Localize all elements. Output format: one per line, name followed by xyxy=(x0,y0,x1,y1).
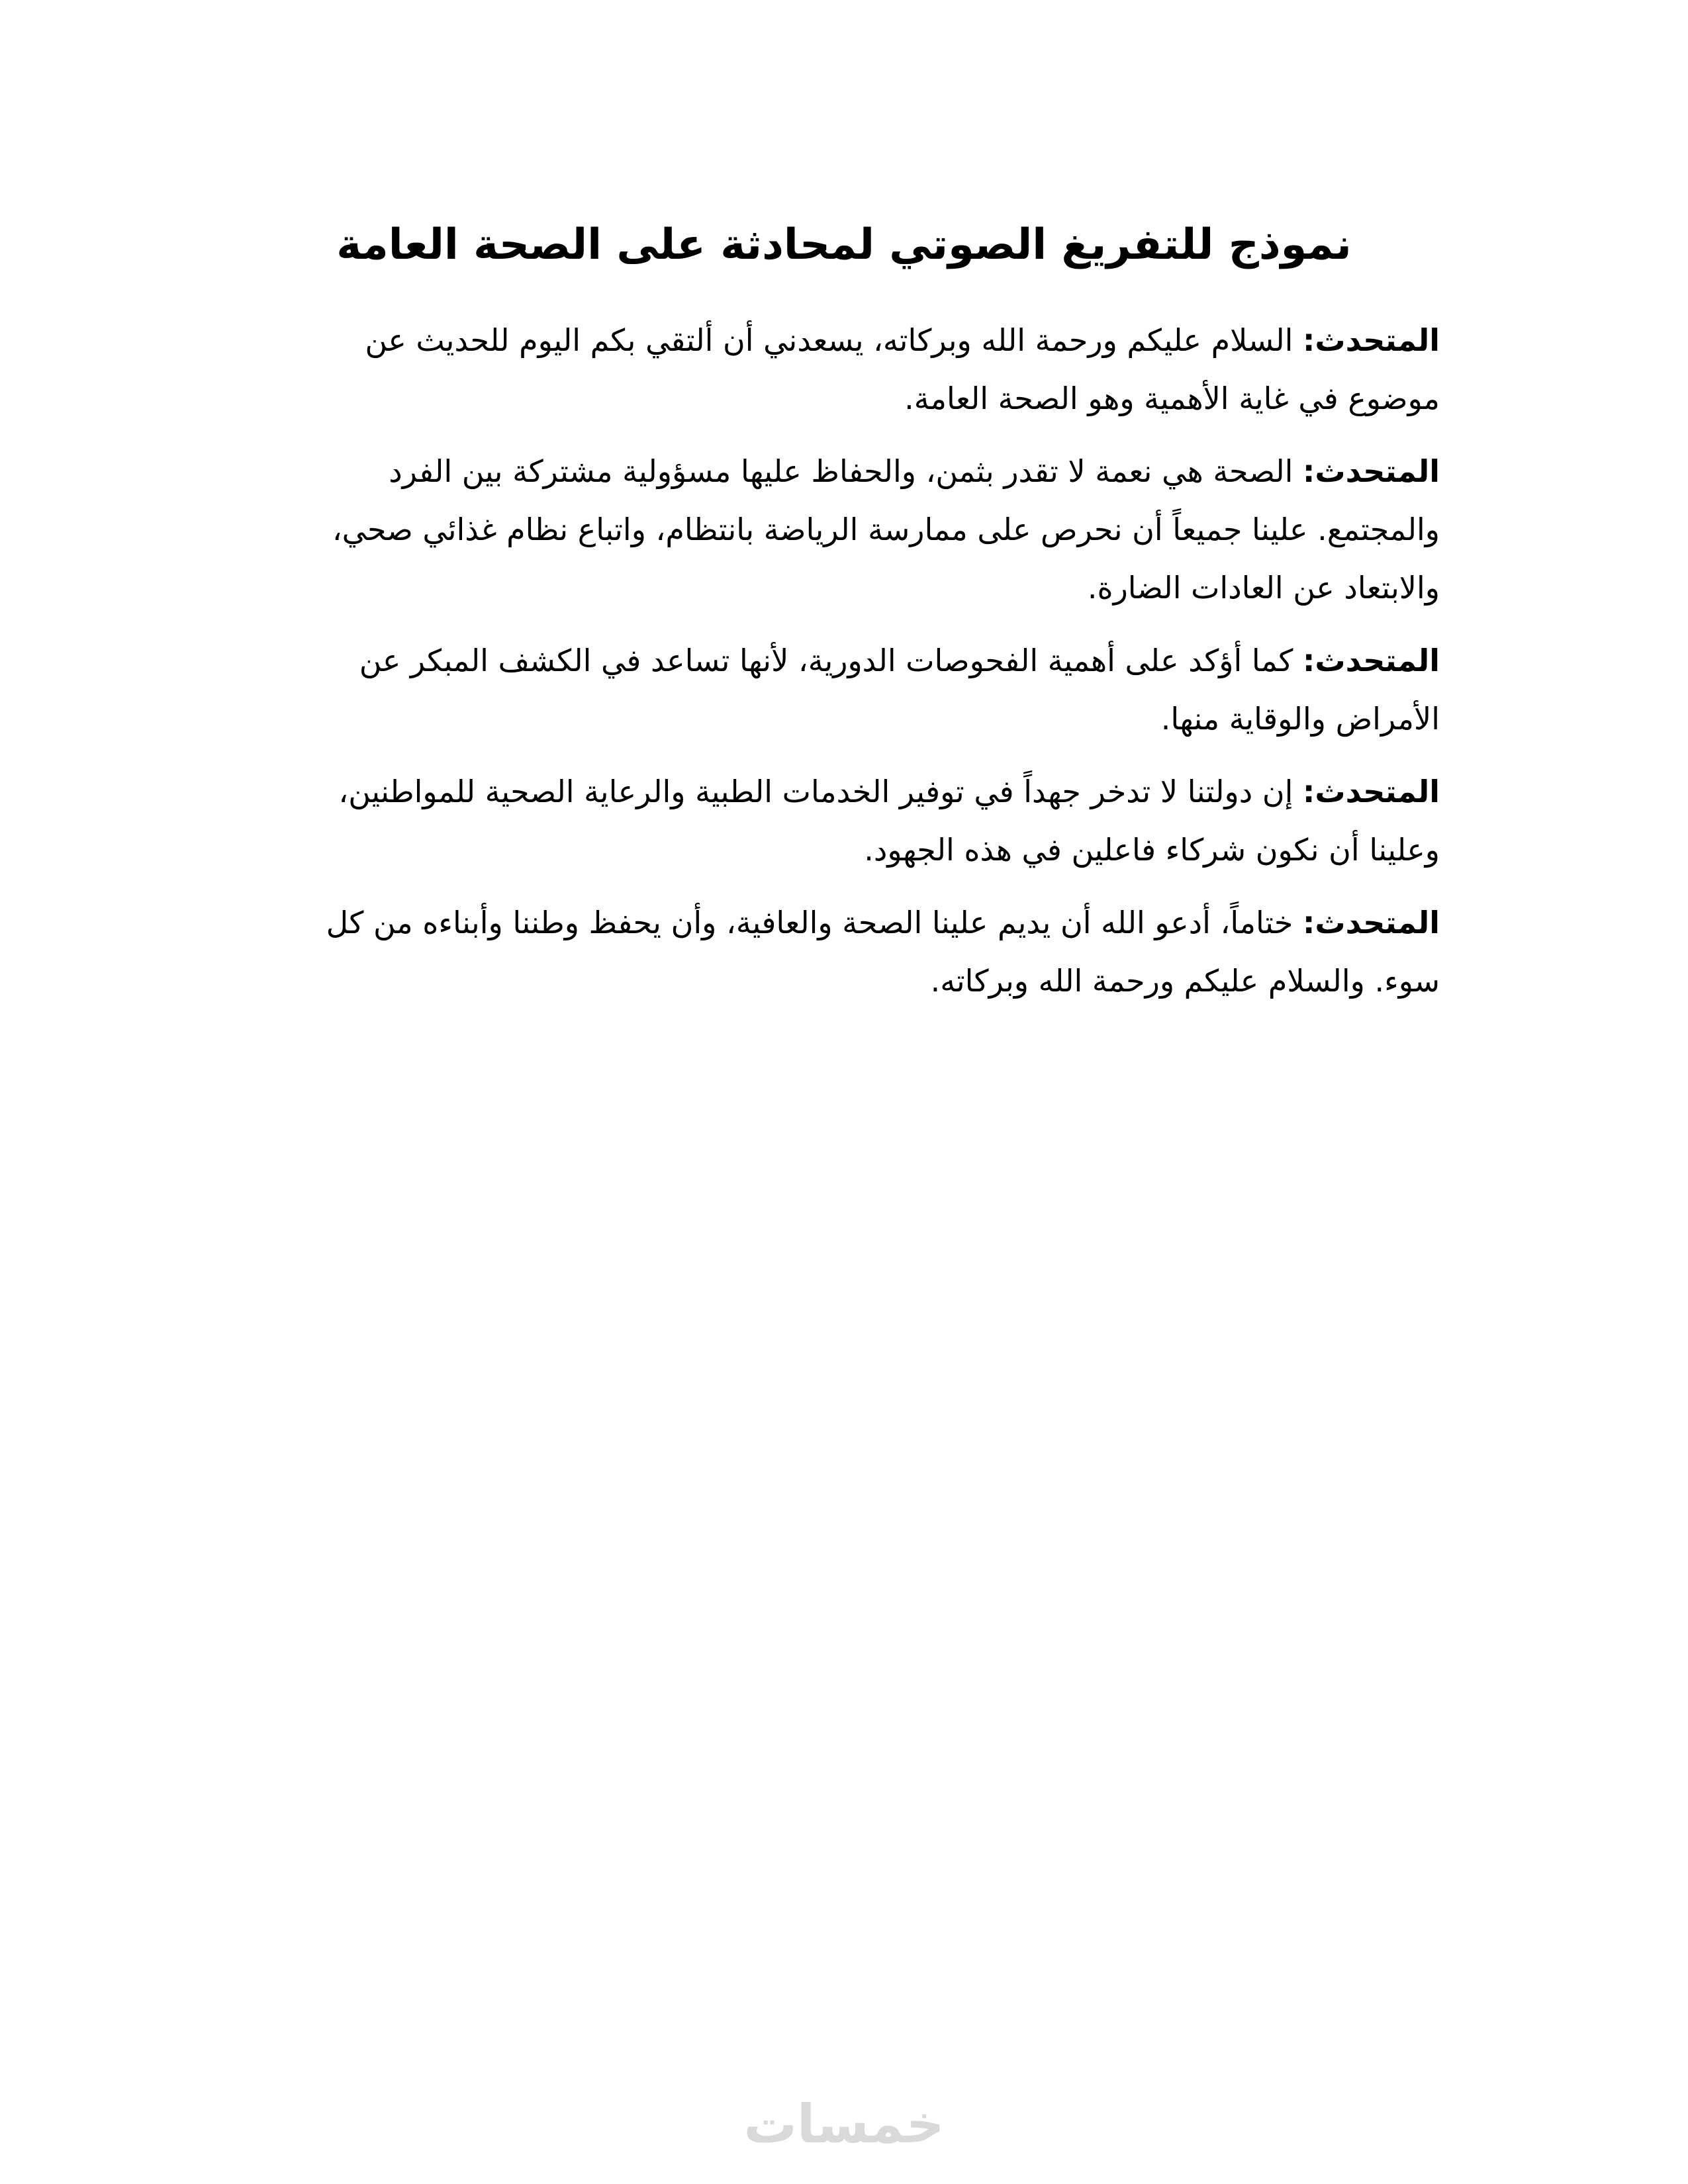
speaker-label: المتحدث: xyxy=(1303,905,1440,940)
transcript-paragraph xyxy=(278,311,1440,428)
document-title: نموذج للتفريغ الصوتي لمحادثة على الصحة العامة xyxy=(336,220,1352,269)
speaker-label: المتحدث: xyxy=(1303,643,1440,678)
speaker-label: المتحدث: xyxy=(1303,774,1440,809)
transcript-body xyxy=(278,311,1440,1024)
utterance-text: ختاماً، أدعو الله أن يديم علينا الصحة والعافية، وأن يحفظ وطننا وأبناءه من كل سوء. والسلام عليكم ورحمة الله وبركاته. xyxy=(326,905,1440,999)
transcript-paragraph xyxy=(278,631,1440,748)
utterance-text: إن دولتنا لا تدخر جهداً في توفير الخدمات الطبية والرعاية الصحية للمواطنين، وعلينا أن نكون شركاء فاعلين في هذه الجهود. xyxy=(338,774,1440,868)
utterance-text: كما أؤكد على أهمية الفحوصات الدورية، لأنها تساعد في الكشف المبكر عن الأمراض والوقاية منها. xyxy=(359,643,1440,737)
speaker-label: المتحدث: xyxy=(1303,322,1440,358)
watermark-logo: خمسات xyxy=(743,2093,945,2155)
transcript-paragraph xyxy=(278,893,1440,1010)
utterance-text: الصحة هي نعمة لا تقدر بثمن، والحفاظ عليها مسؤولية مشتركة بين الفرد والمجتمع. علينا جميعاً أن نحرص على ممارسة الرياضة بانتظام، واتباع نظام غذائي صحي، والابتعاد عن العادات الضارة. xyxy=(332,453,1440,606)
transcript-paragraph xyxy=(278,762,1440,879)
utterance-text: السلام عليكم ورحمة الله وبركاته، يسعدني أن ألتقي بكم اليوم للحديث عن موضوع في غاية الأهمية وهو الصحة العامة. xyxy=(365,322,1440,416)
transcript-paragraph xyxy=(278,442,1440,617)
speaker-label: المتحدث: xyxy=(1303,453,1440,489)
